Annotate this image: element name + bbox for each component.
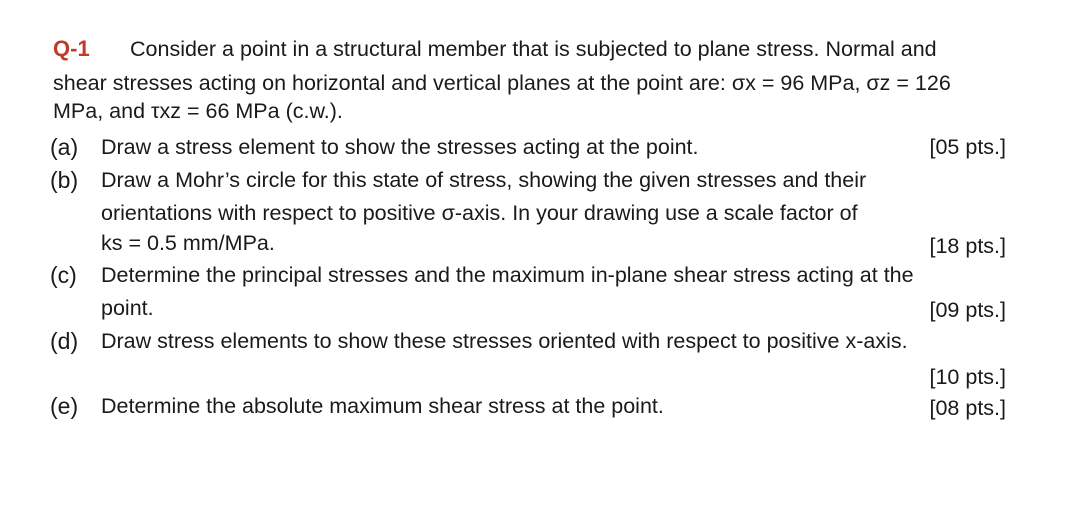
- part-c-points: [09 pts.]: [929, 298, 1006, 322]
- part-c-letter: (c): [50, 262, 77, 288]
- intro-line-1: Consider a point in a structural member that is subjected to plane stress. Normal and: [130, 37, 937, 61]
- part-d-points: [10 pts.]: [929, 365, 1006, 389]
- part-c-text-line-1: Determine the principal stresses and the maximum in-plane shear stress acting at the: [101, 263, 914, 287]
- part-e-text-line-1: Determine the absolute maximum shear stress at the point.: [101, 394, 664, 418]
- part-b-text-line-2: orientations with respect to positive σ-axis. In your drawing use a scale factor of: [101, 201, 858, 225]
- part-b-text-line-1: Draw a Mohr’s circle for this state of stress, showing the given stresses and their: [101, 168, 867, 192]
- part-a-text-line-1: Draw a stress element to show the stresses acting at the point.: [101, 135, 699, 159]
- part-b-points: [18 pts.]: [929, 234, 1006, 258]
- intro-line-2: shear stresses acting on horizontal and vertical planes at the point are: σx = 96 MPa, σz = 126: [53, 71, 951, 95]
- part-d-letter: (d): [50, 328, 79, 354]
- part-a-points: [05 pts.]: [929, 135, 1006, 159]
- part-c-text-line-2: point.: [101, 296, 154, 320]
- part-e-points: [08 pts.]: [929, 396, 1006, 420]
- part-b-text-line-3: ks = 0.5 mm/MPa.: [101, 231, 275, 255]
- intro-line-3: MPa, and τxz = 66 MPa (c.w.).: [53, 99, 343, 123]
- question-number: Q-1: [53, 36, 90, 61]
- part-b-letter: (b): [50, 167, 79, 193]
- part-d-text-line-1: Draw stress elements to show these stresses oriented with respect to positive x-axis.: [101, 329, 908, 353]
- part-a-letter: (a): [50, 134, 79, 160]
- part-e-letter: (e): [50, 393, 79, 419]
